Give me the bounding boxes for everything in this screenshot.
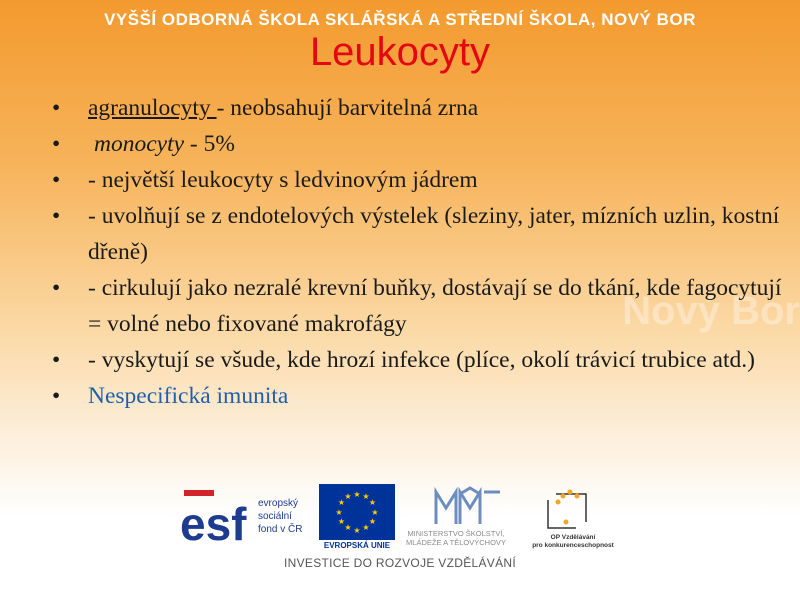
svg-text:★: ★ bbox=[344, 492, 352, 501]
bullet-dot: • bbox=[52, 383, 61, 409]
svg-text:★: ★ bbox=[353, 490, 361, 499]
bullet-item bbox=[52, 126, 792, 162]
bullet-text: - cirkulují jako nezralé krevní buňky, dostávají se do tkání, kde fagocytují = volné nebo fixované makrofágy bbox=[88, 275, 782, 337]
svg-text:★: ★ bbox=[368, 498, 377, 507]
investice-footer: INVESTICE DO ROZVOJE VZDĚLÁVÁNÍ bbox=[283, 556, 516, 570]
svg-text:★: ★ bbox=[335, 508, 343, 517]
op-label-line2: pro konkurenceschopnost bbox=[532, 542, 614, 549]
bullet-item bbox=[52, 162, 792, 198]
bullet-dot: • bbox=[52, 131, 61, 157]
bullet-text: - 5% bbox=[184, 131, 235, 157]
bullet-dot: • bbox=[52, 167, 61, 193]
bullet-text: Nespecifická imunita bbox=[88, 383, 289, 409]
esf-text-3: fond v ČR bbox=[258, 524, 303, 535]
msmt-label bbox=[396, 529, 516, 547]
bullet-dot: • bbox=[52, 347, 61, 373]
logo-strip bbox=[180, 478, 614, 550]
bullet-text: - uvolňují se z endotelových výstelek (sleziny, jater, mízních uzlin, kostní dřeně) bbox=[88, 203, 780, 265]
bullet-item bbox=[52, 90, 792, 126]
svg-text:★: ★ bbox=[344, 523, 352, 532]
svg-text:★: ★ bbox=[337, 517, 346, 526]
bullet-item bbox=[52, 342, 792, 378]
esf-letters: esf bbox=[180, 498, 247, 546]
svg-text:★: ★ bbox=[368, 517, 377, 526]
esf-text-1: evropský bbox=[258, 498, 299, 509]
svg-text:★: ★ bbox=[362, 492, 370, 501]
esf-text-2: sociální bbox=[258, 511, 292, 522]
svg-text:★: ★ bbox=[337, 498, 346, 507]
slide-title: Leukocyty bbox=[309, 30, 491, 74]
bullet-term: agranulocyty bbox=[88, 95, 217, 121]
svg-text:★: ★ bbox=[353, 526, 361, 535]
msmt-label-line2: MLÁDEŽE A TĚLOVÝCHOVY bbox=[406, 538, 506, 547]
svg-text:★: ★ bbox=[362, 523, 370, 532]
eu-flag bbox=[319, 484, 395, 540]
svg-text:★: ★ bbox=[371, 508, 379, 517]
op-label-line1: OP Vzdělávání bbox=[550, 534, 596, 541]
bullet-item bbox=[52, 270, 792, 342]
bullet-dot: • bbox=[52, 203, 61, 229]
msmt-label-line1: MINISTERSTVO ŠKOLSTVÍ, bbox=[407, 529, 505, 538]
bullet-item bbox=[52, 198, 792, 270]
bullet-dot: • bbox=[52, 275, 61, 301]
school-header: VYŠŠÍ ODBORNÁ ŠKOLA SKLÁŘSKÁ A STŘEDNÍ ŠKOLA, NOVÝ BOR bbox=[104, 10, 696, 29]
bullet-dot: • bbox=[52, 95, 61, 121]
bullet-text: - vyskytují se všude, kde hrozí infekce (plíce, okolí trávicí trubice atd.) bbox=[88, 347, 755, 373]
bullet-term: monocyty bbox=[94, 131, 185, 157]
eu-stars-icon bbox=[319, 484, 395, 540]
watermark-text: Nový Bor bbox=[622, 289, 800, 333]
esf-logo bbox=[180, 484, 312, 546]
op-label bbox=[525, 534, 621, 550]
bullet-text: - největší leukocyty s ledvinovým jádrem bbox=[88, 167, 478, 193]
eu-label: EVROPSKÁ UNIE bbox=[323, 541, 391, 550]
bullet-text: - neobsahují barvitelná zrna bbox=[216, 95, 479, 121]
bullet-list bbox=[52, 90, 792, 414]
bullet-item bbox=[52, 378, 792, 414]
